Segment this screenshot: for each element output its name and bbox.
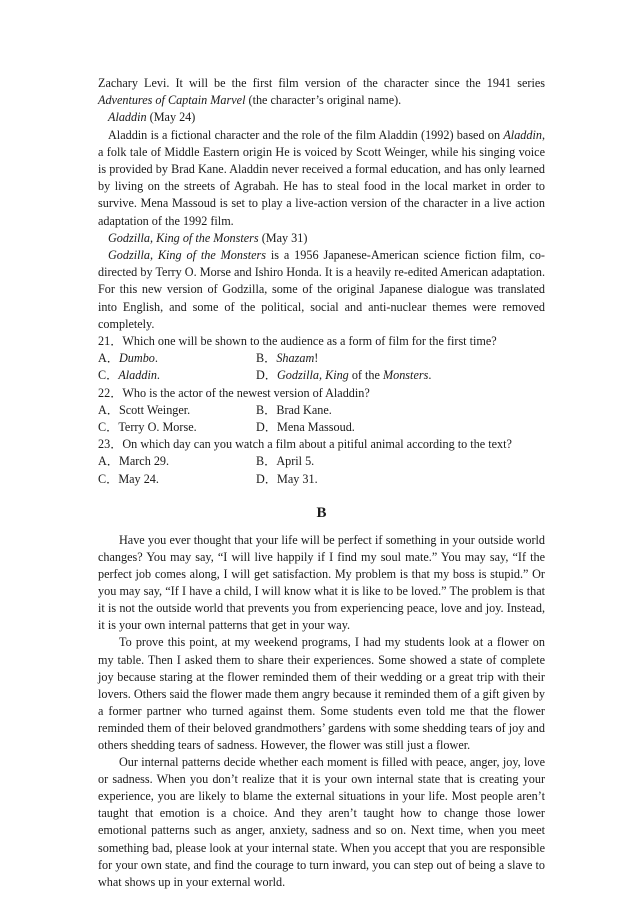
option-22-a[interactable]: A．Scott Weinger.: [98, 402, 191, 417]
question-22: 22．Who is the actor of the newest version of Aladdin?: [98, 385, 370, 400]
question-22-options-row-2: [98, 419, 545, 436]
aladdin-text-end: , a folk tale of Middle Eastern origin He is voiced by Scott Weinger, while his singing voice is provided by Brad Kane. Aladdin never received a formal education, and has only learned by living on the streets of Agrabah. He has to steal food in the local market in order to survive. Mena Massoud is set to play a live-action version of the character in a live action adaptation of the 1992 film.: [98, 127, 545, 228]
passage-b-paragraph-2: To prove this point, at my weekend programs, I had my students look at a flower on my table. Then I asked them to share their experiences. Some showed a state of complete joy because staring at the flower reminded them of their wedding or a great trip with their lovers. Others said the flower made them angry because it reminded them of a gift given by a former partner who turned against them. Some students even told me that the flower reminded them of their beloved grandmothers’ gardens with some shedding tears of joy and others shedding tears of sadness. However, the flower was still just a flower.: [98, 635, 545, 752]
question-23-options-row-1: [98, 453, 545, 470]
question-23-options-row-2: [98, 471, 545, 488]
option-23-d[interactable]: D．May 31.: [256, 471, 318, 486]
option-21-a[interactable]: [98, 350, 256, 367]
godzilla-text: is a 1956 Japanese-American science fiction film, co-directed by Terry O. Morse and Ishiro Honda. It is a heavily re-edited American adaptation. For this new version of Godzilla, some of the original Japanese dialogue was translated into English, and some of the political, social and anti-nuclear themes were removed completely.: [98, 248, 545, 331]
question-22-options-row-1: [98, 402, 545, 419]
option-letter: A．: [98, 351, 119, 366]
option-punct: .: [156, 368, 160, 383]
option-22-d[interactable]: D．Mena Massoud.: [256, 420, 355, 435]
godzilla-paragraph: [98, 247, 545, 333]
option-23-b[interactable]: B．April 5.: [256, 454, 315, 469]
option-23-c[interactable]: C．May 24.: [98, 471, 159, 486]
aladdin-text: Aladdin is a fictional character and the role of the film Aladdin (1992) based on: [108, 127, 504, 142]
document-page: [98, 75, 545, 891]
godzilla-title: Godzilla, King of the Monsters: [108, 230, 259, 245]
option-22-c[interactable]: C．Terry O. Morse.: [98, 420, 197, 435]
aladdin-title: Aladdin: [108, 110, 147, 125]
option-letter: B．: [256, 351, 277, 366]
intro-paragraph: [98, 75, 545, 109]
intro-text: Zachary Levi. It will be the first film version of the character since the 1941 series: [98, 76, 545, 90]
option-23-a[interactable]: A．March 29.: [98, 454, 170, 469]
option-letter: C．: [98, 368, 119, 383]
aladdin-date: (May 24): [146, 110, 196, 125]
option-22-b[interactable]: B．Brad Kane.: [256, 402, 332, 417]
passage-b: [98, 532, 545, 891]
option-21-c[interactable]: [98, 367, 256, 384]
option-punct: .: [154, 351, 158, 366]
aladdin-paragraph: [98, 127, 545, 230]
godzilla-date: (May 31): [258, 230, 308, 245]
godzilla-emphasis: Godzilla, King of the Monsters: [108, 248, 266, 263]
question-21: 21．Which one will be shown to the audience as a form of film for the first time?: [98, 334, 497, 349]
section-b-heading: B: [316, 504, 327, 521]
option-punct: .: [428, 368, 432, 383]
passage-b-paragraph-3: Our internal patterns decide whether each moment is filled with peace, anger, joy, love or sadness. When you don’t realize that it is your own internal state that is creating your experience, you are likely to blame the external situations in your life. Most people aren’t taught that emotion is a choice. And they aren’t taught how to change those lower emotional patterns such as anger, anxiety, sadness and so on. Next time, when you meet something bad, please look at your internal state. When you accept that you are responsible for your own state, and find the courage to turn inward, you can step out of being a slave to what shows up in your external world.: [98, 755, 545, 889]
question-21-options-row-2: [98, 367, 545, 384]
option-letter: D．: [256, 368, 277, 383]
question-23: 23．On which day can you watch a film about a pitiful animal according to the text?: [98, 437, 512, 452]
intro-text-end: (the character’s original name).: [245, 93, 402, 108]
option-title: Godzilla, King: [277, 368, 349, 383]
option-title: Shazam: [276, 351, 315, 366]
option-title: Aladdin: [118, 368, 157, 383]
godzilla-heading: [98, 230, 545, 247]
question-21-options-row-1: [98, 350, 545, 367]
option-21-d[interactable]: [256, 367, 432, 384]
intro-series-title: Adventures of Captain Marvel: [98, 93, 246, 108]
option-punct: !: [314, 351, 319, 366]
option-title: Dumbo: [119, 351, 155, 366]
option-title-end: Monsters: [382, 368, 429, 383]
passage-b-paragraph-1: Have you ever thought that your life will be perfect if something in your outside world changes? You may say, “I will live happily if I find my soul mate.” You may say, “If the perfect job comes along, I will get satisfaction. My problem is that my boss is stupid.” Or you may say, “If I have a child, I will know what it is like to be loved.” The problem is that it is not the outside world that prevents you from experiencing peace, love and joy. Instead, it is your own internal patterns that get in your way.: [98, 532, 545, 633]
aladdin-emphasis: Aladdin: [503, 127, 542, 142]
option-text: of the: [348, 368, 383, 383]
option-21-b[interactable]: [256, 350, 414, 367]
aladdin-heading: [98, 109, 545, 126]
